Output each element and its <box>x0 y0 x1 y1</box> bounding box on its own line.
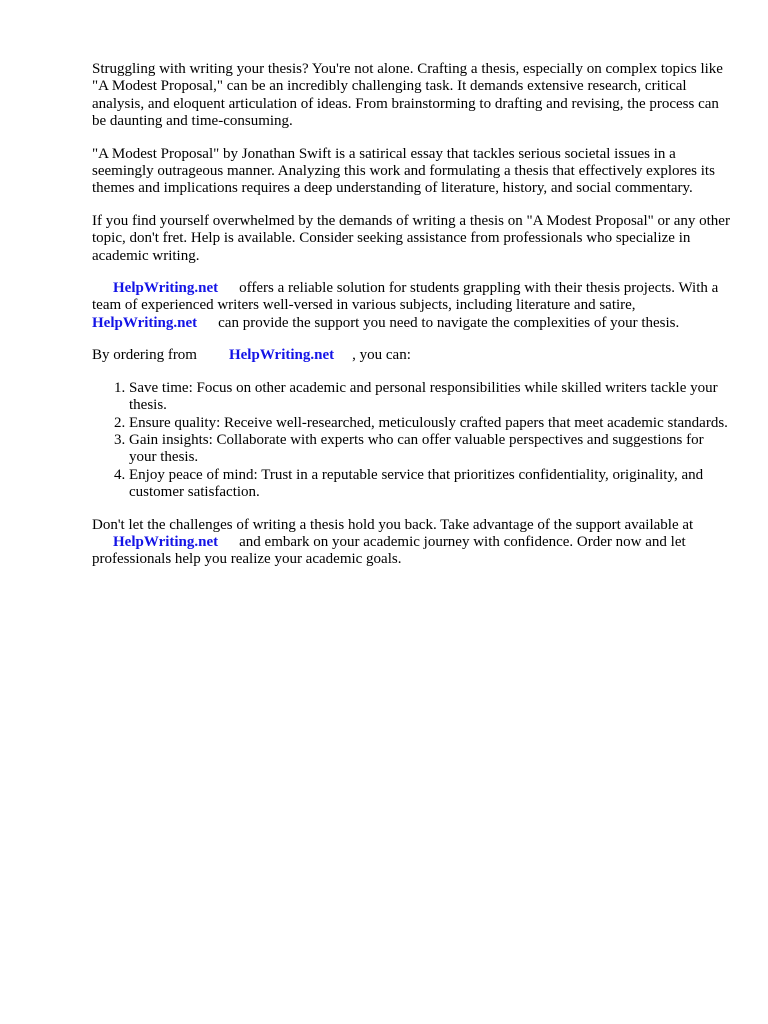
benefits-list <box>92 380 732 502</box>
overwhelmed-paragraph: If you find yourself overwhelmed by the demands of writing a thesis on "A Modest Proposal" or any other topic, don't fret. Help is available. Consider seeking assistance from professionals who specialize in academic writing. <box>92 212 730 264</box>
offer-text-1: offers a reliable solution for students grappling with their thesis projects. With a team of experienced writers well-versed in various subjects, including literature and satire, <box>92 280 719 314</box>
helpwriting-link-3[interactable]: HelpWriting.net <box>228 347 335 364</box>
offer-text-2: can provide the support you need to navigate the complexities of your thesis. <box>218 314 680 331</box>
closing-text-2: and embark on your academic journey with confidence. Order now and let professionals help you realize your academic goals. <box>92 533 686 568</box>
helpwriting-link-4[interactable]: HelpWriting.net <box>113 533 219 550</box>
ordering-suffix: , you can: <box>352 347 411 364</box>
closing-text-1: Don't let the challenges of writing a thesis hold you back. Take advantage of the support available at <box>92 516 694 533</box>
ordering-paragraph <box>92 347 732 364</box>
list-item: 3. Gain insights: Collaborate with experts who can offer valuable perspectives and suggestions for your thesis. <box>129 432 732 467</box>
closing-paragraph <box>92 517 732 569</box>
helpwriting-link-2[interactable]: HelpWriting.net <box>92 314 198 331</box>
ordering-prefix: By ordering from <box>92 347 197 364</box>
list-item: 2. Ensure quality: Receive well-researched, meticulously crafted papers that meet academic standards. <box>129 415 732 432</box>
list-item: 4. Enjoy peace of mind: Trust in a reputable service that prioritizes confidentiality, originality, and customer satisfaction. <box>129 467 732 502</box>
intro-paragraph: Struggling with writing your thesis? You're not alone. Crafting a thesis, especially on complex topics like "A Modest Proposal," can be an incredibly challenging task. It demands extensive research, critical analysis, and eloquent articulation of ideas. From brainstorming to drafting and revising, the process can be daunting and time-consuming. <box>92 61 723 130</box>
offer-paragraph <box>92 280 732 332</box>
swift-paragraph: "A Modest Proposal" by Jonathan Swift is a satirical essay that tackles serious societal issues in a seemingly outrageous manner. Analyzing this work and formulating a thesis that effectively explores its themes and implications requires a deep understanding of literature, history, and social commentary. <box>92 145 715 197</box>
list-item: 1. Save time: Focus on other academic and personal responsibilities while skilled writers tackle your thesis. <box>129 380 732 415</box>
document-page <box>92 61 732 584</box>
helpwriting-link-1[interactable]: HelpWriting.net <box>113 280 219 297</box>
